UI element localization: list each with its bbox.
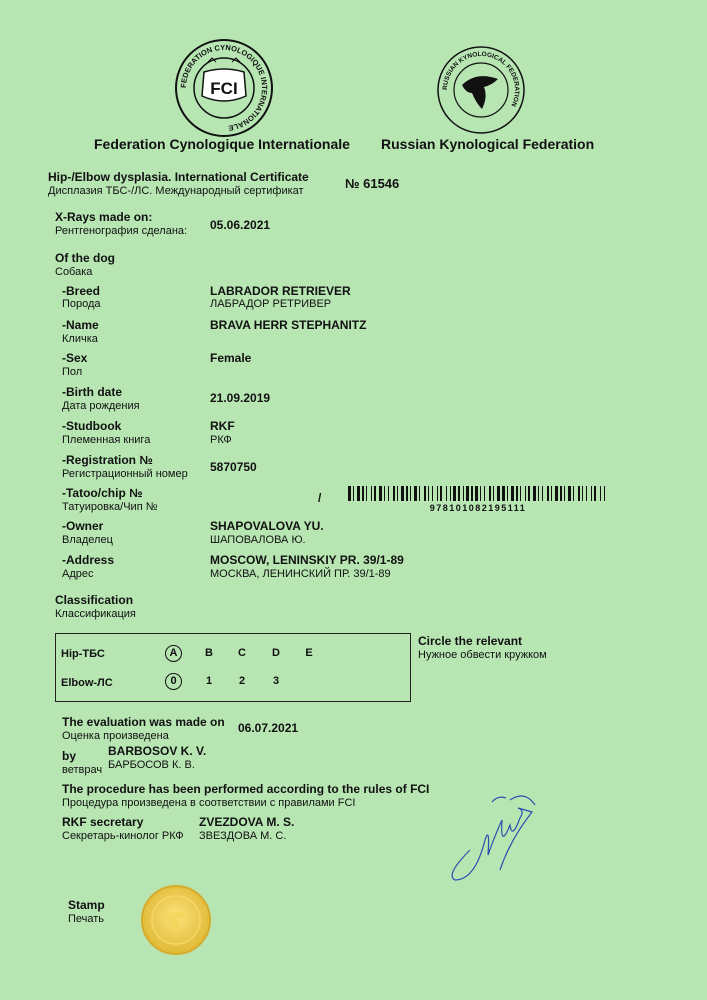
barcode-bar [384,486,385,501]
address-label-en: -Address [62,553,115,567]
fci-logo-text: FCI [210,79,238,98]
barcode-bar [591,486,592,501]
barcode-bar [542,486,543,501]
barcode-number: 978101082195111 [429,503,527,513]
barcode [348,486,608,501]
vet-name-ru: БАРБОСОВ К. В. [108,759,195,771]
address-value-en: MOSCOW, LENINSKIY PR. 39/1-89 [210,553,404,567]
barcode-bar [533,486,536,501]
barcode-bar [428,486,429,501]
barcode-bar [547,486,549,501]
registration-label-ru: Регистрационный номер [62,468,188,480]
barcode-bar [463,486,464,501]
birth-date-label-ru: Дата рождения [62,400,140,412]
circle-note-ru: Нужное обвести кружком [418,649,547,661]
barcode-bar [502,486,505,501]
barcode-bar [446,486,447,501]
barcode-bar [357,486,360,501]
birth-date-value: 21.09.2019 [210,391,271,405]
xray-label-ru: Рентгенография сделана: [55,225,188,237]
evaluation-date: 06.07.2021 [238,721,299,735]
secretary-name-ru: ЗВЕЗДОВА М. С. [199,830,287,842]
barcode-bar [353,486,354,501]
barcode-bar [440,486,442,501]
rkf-org-name: Russian Kynological Federation [381,136,595,152]
rkf-logo [436,45,526,135]
owner-label-en: -Owner [62,519,104,533]
secretary-label-en: RKF secretary [62,815,144,829]
stamp-label-en: Stamp [68,898,105,912]
hip-grade-c: C [238,647,246,659]
vet-label-en: by [62,749,77,763]
barcode-bar [450,486,451,501]
barcode-bar [432,486,433,501]
procedure-text-en: The procedure has been performed according to the rules of FCI [62,782,430,796]
barcode-bar [516,486,518,501]
barcode-bar [424,486,426,501]
elbow-grade-0-circled: 0 [165,673,182,690]
barcode-bar [528,486,530,501]
barcode-bar [497,486,500,501]
barcode-bar [410,486,411,501]
owner-label-ru: Владелец [62,534,113,546]
barcode-bar [582,486,583,501]
elbow-grade-1: 1 [205,675,213,687]
barcode-bar [564,486,565,501]
barcode-bar [458,486,460,501]
rkf-ring-text: RUSSIAN KYNOLOGICAL FEDERATION [441,50,521,108]
hip-grade-a-circled: A [165,645,182,662]
barcode-bar [493,486,494,501]
secretary-label-ru: Секретарь-кинолог РКФ [62,830,184,842]
barcode-bar [578,486,580,501]
hip-grade-d: D [272,647,280,659]
evaluation-label-en: The evaluation was made on [62,715,225,729]
signature [440,780,560,890]
barcode-bar [525,486,526,501]
evaluation-label-ru: Оценка произведена [62,730,169,742]
procedure-text-ru: Процедура произведена в соответствии с правилами FCI [62,797,356,809]
sex-label-ru: Пол [62,366,83,378]
barcode-bar [414,486,417,501]
classification-box [55,633,411,702]
sex-value-en: Female [210,351,252,365]
certificate-title-en: Hip-/Elbow dysplasia. International Certificate [48,170,309,184]
sex-label-en: -Sex [62,351,88,365]
certificate-number: № 61546 [345,176,400,191]
elbow-label: Elbow-ЛС [61,677,113,689]
barcode-bar [538,486,539,501]
barcode-bar [560,486,562,501]
fci-ring-text: FEDERATION CYNOLOGIQUE INTERNATIONALE [178,42,270,133]
barcode-bar [406,486,408,501]
barcode-bar [551,486,552,501]
hip-label: Hip-ТБС [61,648,105,660]
address-label-ru: Адрес [62,568,94,580]
barcode-bar [379,486,382,501]
barcode-bar [401,486,404,501]
elbow-grade-3: 3 [272,675,280,687]
barcode-bar [374,486,376,501]
hip-grade-b: B [205,647,213,659]
barcode-bar [594,486,596,501]
barcode-bar [489,486,491,501]
barcode-bar [484,486,485,501]
birth-date-label-en: -Birth date [62,385,122,399]
studbook-label-ru: Племенная книга [62,434,151,446]
xray-label-en: X-Rays made on: [55,210,153,224]
owner-value-en: SHAPOVALOVA YU. [210,519,324,533]
secretary-name-en: ZVEZDOVA M. S. [199,815,295,829]
barcode-bar [480,486,481,501]
circle-note-en: Circle the relevant [418,634,523,648]
barcode-bar [586,486,587,501]
studbook-value-ru: РКФ [210,434,232,446]
barcode-bar [507,486,508,501]
name-value-en: BRAVA HERR STEPHANITZ [210,318,367,332]
fci-org-name: Federation Cynologique Internationale [94,136,350,152]
dog-section-en: Of the dog [55,251,115,265]
chip-label-ru: Татуировка/Чип № [62,501,158,513]
fci-logo [174,38,274,138]
barcode-bar [453,486,456,501]
elbow-grade-2: 2 [238,675,246,687]
studbook-value-en: RKF [210,419,235,433]
barcode-bar [568,486,571,501]
barcode-bar [393,486,395,501]
barcode-bar [371,486,372,501]
barcode-bar [520,486,521,501]
barcode-bar [388,486,389,501]
name-label-en: -Name [62,318,99,332]
vet-label-ru: ветврач [62,764,103,776]
breed-label-ru: Порода [62,298,101,310]
hip-grade-e: E [305,647,313,659]
name-label-ru: Кличка [62,333,98,345]
barcode-bar [362,486,364,501]
barcode-bar [366,486,367,501]
chip-value: / [318,491,322,505]
address-value-ru: МОСКВА, ЛЕНИНСКИЙ ПР. 39/1-89 [210,568,391,580]
barcode-bar [604,486,605,501]
owner-value-ru: ШАПОВАЛОВА Ю. [210,534,306,546]
barcode-bar [419,486,420,501]
chip-label-en: -Tatoo/chip № [62,486,143,500]
classification-label-en: Classification [55,593,134,607]
barcode-bar [600,486,601,501]
dog-section-ru: Собака [55,266,93,278]
xray-date: 05.06.2021 [210,218,271,232]
barcode-bar [466,486,469,501]
barcode-bar [511,486,514,501]
barcode-bar [573,486,574,501]
registration-value: 5870750 [210,460,257,474]
registration-label-en: -Registration № [62,453,153,467]
barcode-bar [475,486,478,501]
barcode-bar [555,486,558,501]
barcode-bar [471,486,473,501]
vet-name-en: BARBOSOV K. V. [108,744,207,758]
breed-value-ru: ЛАБРАДОР РЕТРИВЕР [210,298,332,310]
barcode-bar [348,486,351,501]
barcode-bar [437,486,438,501]
breed-value-en: LABRADOR RETRIEVER [210,284,351,298]
barcode-bar [397,486,398,501]
breed-label-en: -Breed [62,284,101,298]
gold-seal-icon [140,884,212,956]
studbook-label-en: -Studbook [62,419,122,433]
classification-label-ru: Классификация [55,608,136,620]
stamp-label-ru: Печать [68,913,105,925]
certificate-title-ru: Дисплазия ТБС-/ЛС. Международный сертификат [48,185,304,197]
